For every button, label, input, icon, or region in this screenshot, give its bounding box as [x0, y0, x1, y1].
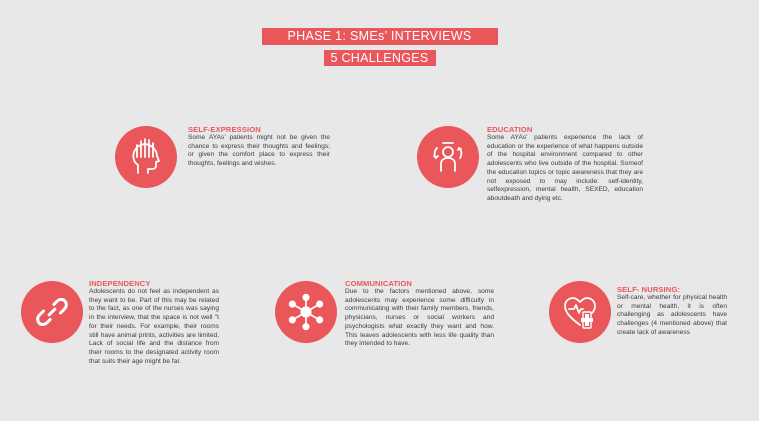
independency-block: [89, 279, 219, 366]
page-title: PHASE 1: SMEs’ INTERVIEWS: [262, 28, 498, 45]
self-nursing-block: [617, 285, 727, 338]
communication-text: Due to the factors mentioned above, some adolescents may experience some difficulty in communicating with their family members, friends, physicians, nurses or social workers and psychologists what exactly they want and how. This leaves adolescents with less life quality than they intended to have.: [345, 288, 494, 348]
self-expression-text: Some AYAs’ patients might not be given the chance to express their thoughts and feelings; or given the comfort place to express their thoughts, feelings and wishes.: [188, 134, 330, 168]
learner-icon: [417, 126, 479, 188]
heart-health-icon: [549, 281, 611, 343]
page-subtitle: 5 CHALLENGES: [324, 50, 436, 66]
chain-link-icon: [21, 281, 83, 343]
self-nursing-text: Self-care, whether for physical health or mental health, it is often challenging as adolescents have challenges (4 mentioned above) that create lack of awareness: [617, 294, 727, 336]
network-icon: [275, 281, 337, 343]
education-block: [487, 125, 643, 204]
self-expression-block: [188, 125, 330, 169]
education-text: Some AYAs’ patients experience the lack of education or the experience of what happens outside of the hospital environment compared to other adolescents who live outside of the hospital. Someof the education topics or topic awareness that they are not exposed to may include: self-identity, selfexpression, mental health, SEXED, education aboutdeath and dying etc.: [487, 134, 643, 202]
communication-title: COMMUNICATION: [345, 279, 412, 288]
head-expression-icon: [115, 126, 177, 188]
independency-text: Adolescents do not feel as independent as they want to be. Part of this may be related to the fact, as one of the nurses was saying in the interview, that the space is not well "t for their needs. For example, their rooms still have animal prints, activities are limited, Lack of social life and the distance from their rooms to the designated activity room that suits their age might be far.: [89, 288, 219, 365]
self-nursing-title: SELF- NURSING:: [617, 285, 680, 294]
education-title: EDUCATION: [487, 125, 533, 134]
self-expression-title: SELF-EXPRESSION: [188, 125, 261, 134]
communication-block: [345, 279, 494, 349]
independency-title: INDEPENDENCY: [89, 279, 151, 288]
